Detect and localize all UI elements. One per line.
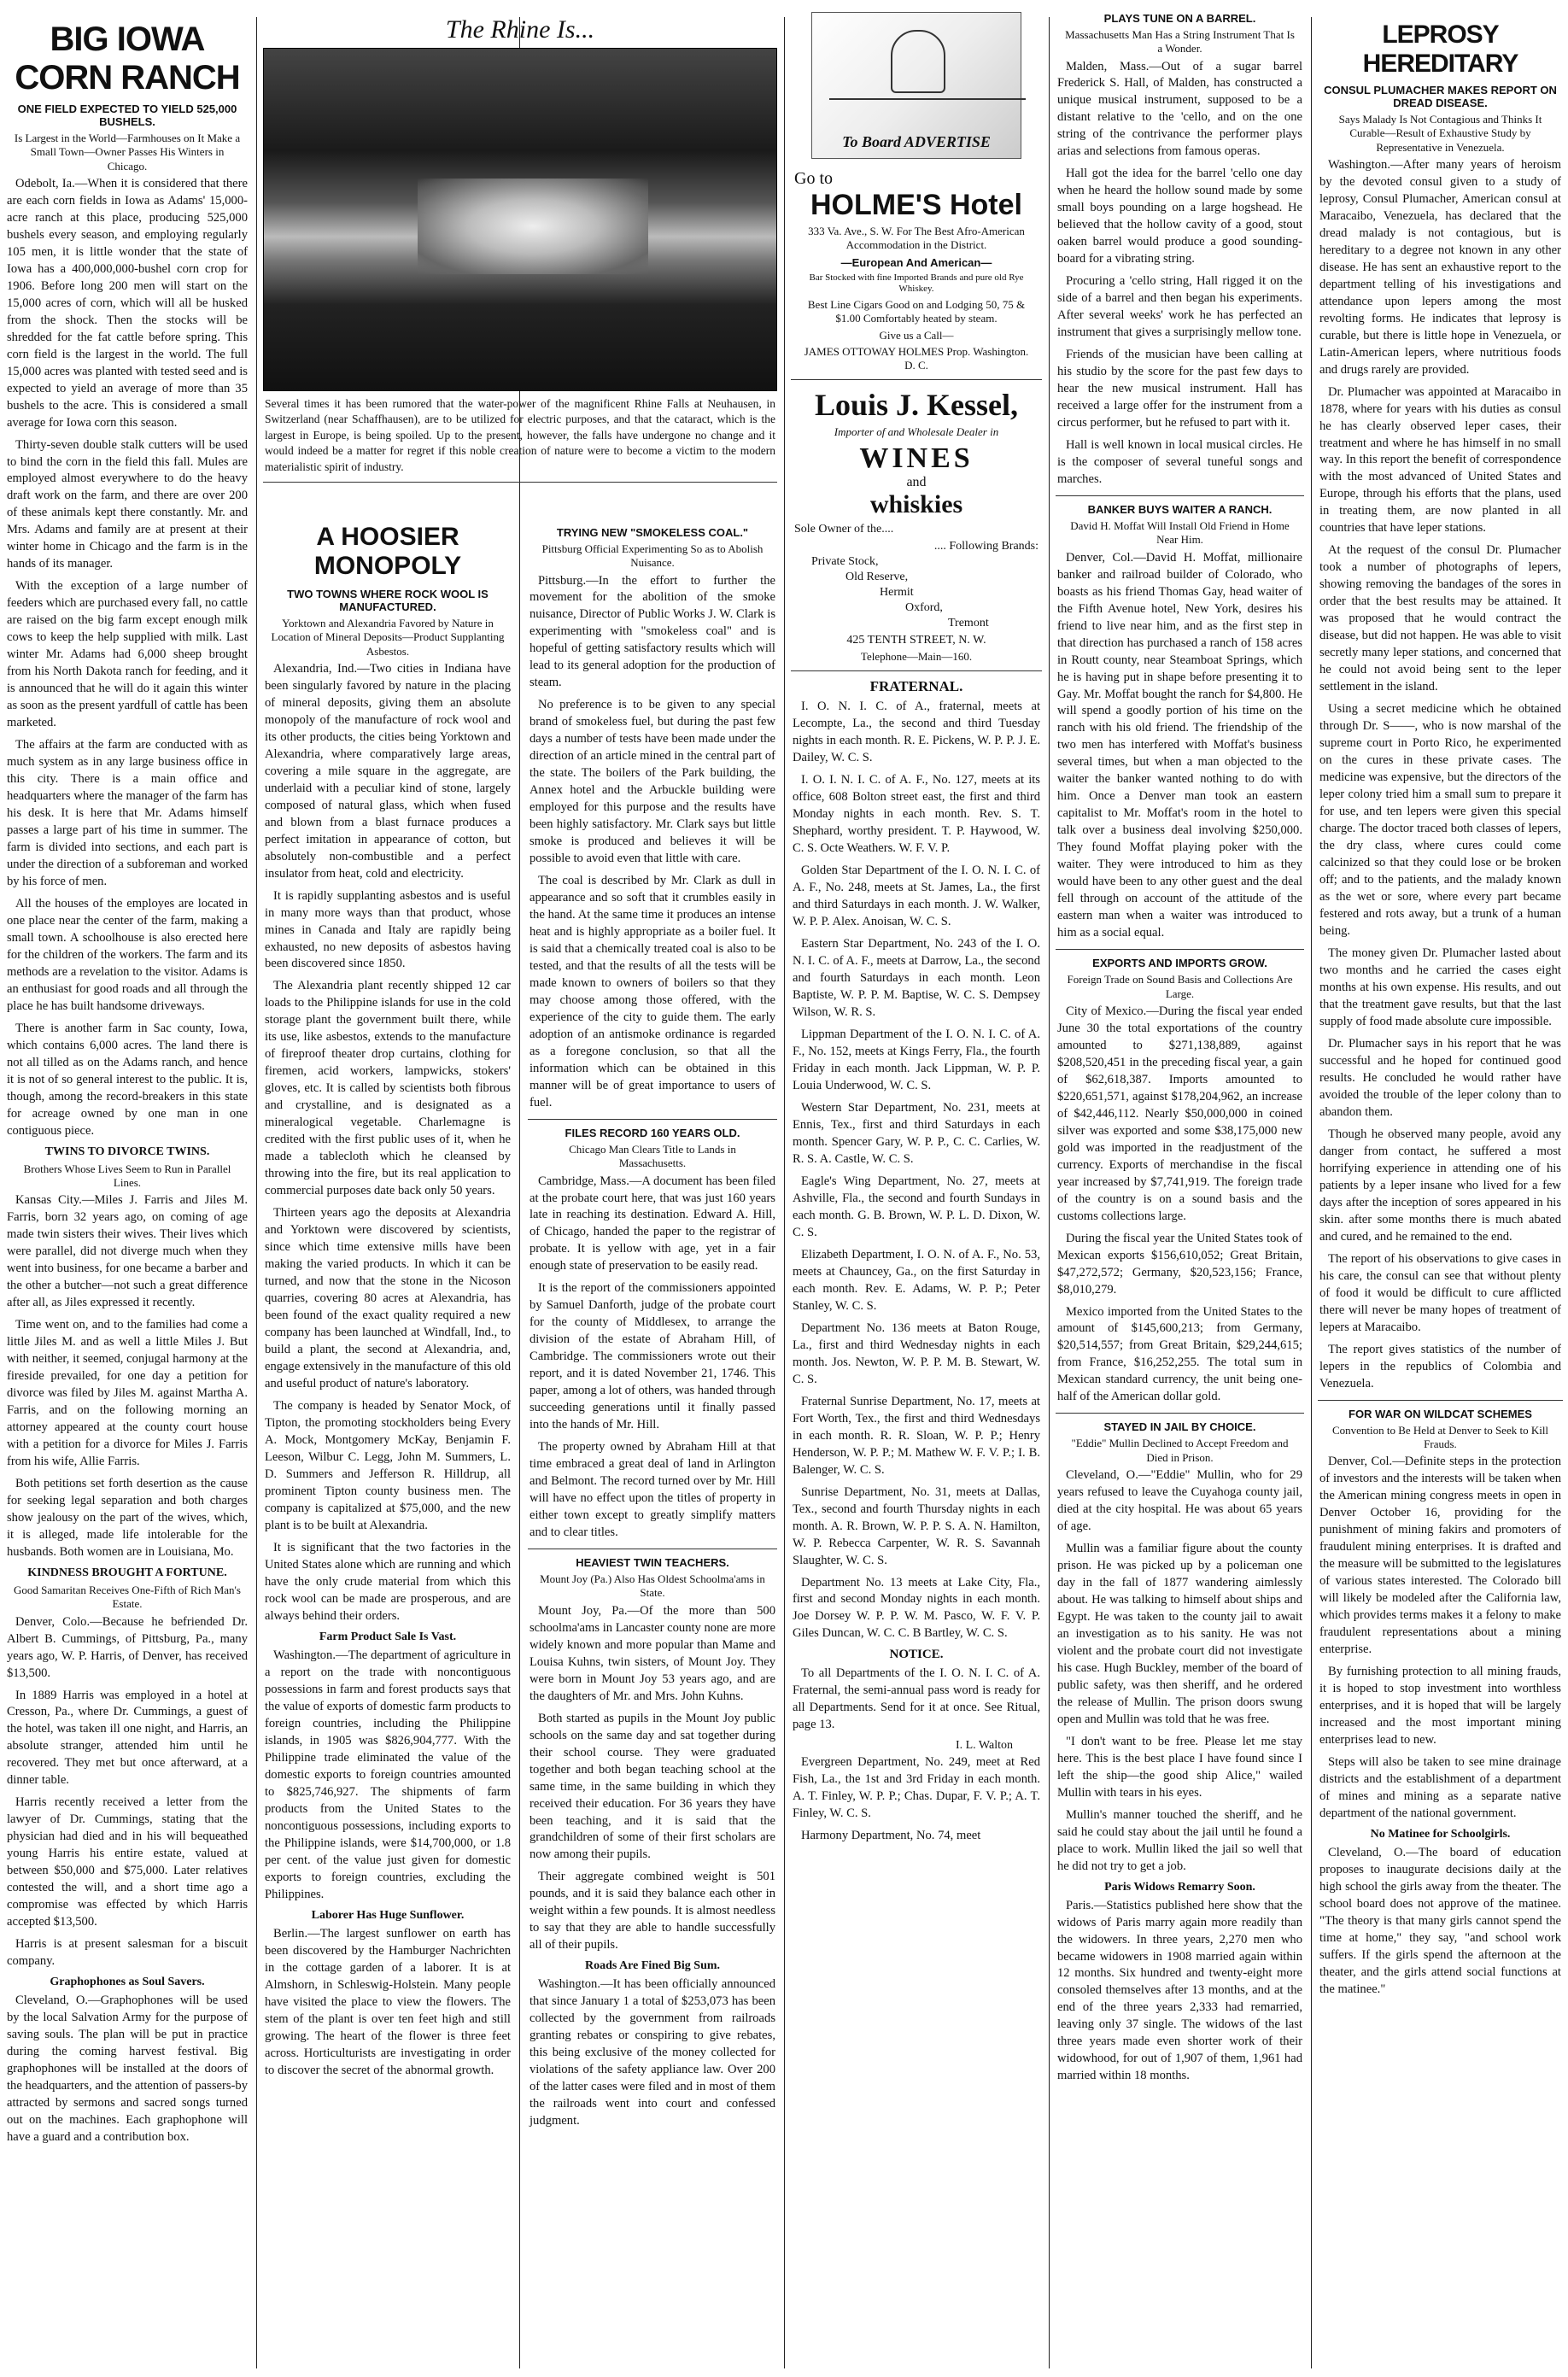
headline-barrel-tune: PLAYS TUNE ON A BARREL.	[1103, 12, 1256, 25]
hotel-bar: Bar Stocked with fine Imported Brands and pure old Rye Whiskey.	[809, 272, 1024, 295]
paragraph: Odebolt, Ia.—When it is considered that there are each corn fields in Iowa as Adams' 15,000-acre ranch at this place, producing 525,000 bushels every season, and employing regularly 105 men, it is little wonder that the state of Iowa has a 400,000,000-bushel corn crop for 1906. Before long 200 men will start on the 15,000 acres of corn, which will all be husked from the shock. Then the stocks will be shredded for the fat cattle before spring. This corn field is the largest in the world. The full 15,000 acres was planted with tested seed and is expected to yield an average of more than 35 bushels to the acre. This is considered a small average for Iowa corn this season.	[7, 176, 248, 430]
paragraph: Thirteen years ago the deposits at Alexandria and Yorktown were discovered by scientists, since which time extensive mills have been making the varied products. In which it can be turned, and now that the stone in the Nicoson quarries, covering 80 acres at Alexandria, has been found of the exact quality required a new company has been launched at Windfall, Ind., to build a plant, the second at Alexandria, and, engage extensively in the manufacture of this old and useful product of nature's laboratory.	[265, 1206, 511, 1391]
paragraph: With the exception of a large number of feeders which are purchased every fall, no cattle are raised on the big farm except enough milk cows to keep the help supplied with milk. Last winter Mr. Adams had 6,000 sheep brought from his North Dakota ranch for feeding, and it is announced that he will do it again this winter as soon as the present yardfull of cattle has been marketed.	[7, 579, 248, 730]
fraternal-notice: Sunrise Department, No. 31, meets at Dallas, Tex., second and fourth Thursday nights in each month. A. R. Brown, W. P. P. S. A. N. Hamilton, W. P. Rebecca Carpenter, W. R. S. Savannah Slaughter, W. C. S.	[793, 1484, 1040, 1567]
deck: Yorktown and Alexandria Favored by Nature in Location of Mineral Deposits—Product Supplanting Asbestos.	[271, 617, 505, 658]
kessel-wines: WINES	[859, 442, 974, 474]
hotel-ad-illustration	[811, 12, 1021, 159]
headline-files-record: FILES RECORD 160 YEARS OLD.	[565, 1127, 740, 1140]
paragraph: Alexandria, Ind.—Two cities in Indiana have been singularly favored by nature in the placing of mineral deposits, giving them an absolute monopoly of the manufacture of rock wool and its other products, the cities being Yorktown and Alexandria, where comparatively large areas, covering a mile square in the aggregate, are underlaid with a peculiar kind of stone, largely composed of natural glass, which when fused and blown from a blast furnace produces a perfect imitation in appearance of cotton, but absolutely non-combustible and a perfect insulator from heat, cold and electricity.	[265, 661, 511, 881]
paragraph: Washington.—After many years of heroism by the devoted consul given to a study of leprosy, Consul Plumacher, American consul at Maracaibo, Venezuela, has declared that the dread malady is not contagious, but is hereditary to a degree not known in any other disease. He has sent an exhaustive report to the department telling of his investigations and attendance upon lepers among the most revolting forms. He indicates that leprosy is curable, but there is little hope in Venezuela, or Latin-American lepers, where nutritious foods and drugs rarely are provided.	[1319, 157, 1561, 377]
headline-jail: STAYED IN JAIL BY CHOICE.	[1103, 1420, 1256, 1434]
divider	[528, 1119, 777, 1120]
headline-twin-teachers: HEAVIEST TWIN TEACHERS.	[576, 1556, 729, 1570]
column-5	[1050, 0, 1309, 2377]
kessel-owner: Sole Owner of the....	[794, 522, 894, 536]
headline-roads-fined: Roads Are Fined Big Sum.	[584, 1959, 721, 1973]
paragraph: Washington.—It has been officially announced that since January 1 a total of $253,073 has been collected by the government from railroads granting rebates or conspiring to give rebates, this being exclusive of the money collected for violations of the safety appliance law. Over 200 of the latter cases were filed and in most of them the railroads went into court and confessed judgment.	[529, 1977, 775, 2128]
deck: Is Largest in the World—Farmhouses on It Make a Small Town—Owner Passes His Winters in Chicago.	[14, 132, 241, 173]
paragraph: Mexico imported from the United States to the amount of $145,600,213; from Germany, $20,514,557; from Great Britain, $29,244,615; from France, $16,252,255. The total sum in Mexican standard currency, the unit being one-half of the American dollar gold.	[1057, 1304, 1302, 1404]
deck: Convention to Be Held at Denver to Seek to Kill Frauds.	[1331, 1423, 1549, 1450]
column-rule	[784, 17, 785, 2368]
ad-go-to: Go to	[794, 169, 833, 188]
kessel-whiskies: whiskies	[869, 489, 963, 518]
headline-banker: BANKER BUYS WAITER A RANCH.	[1087, 503, 1273, 517]
deck: Chicago Man Clears Title to Lands in Massachusetts.	[569, 1143, 736, 1170]
divider	[1056, 1413, 1304, 1414]
headline-no-matinee: No Matinee for Schoolgirls.	[1370, 1827, 1511, 1841]
fraternal-notice: Western Star Department, No. 231, meets at Ennis, Tex., first and third Saturdays in each month. Spencer Gary, W. P. P., C. C. Carlies, W. R. S. A. Castle, W. C. S.	[793, 1100, 1040, 1166]
paragraph: Mullin's manner touched the sheriff, and he said he could stay about the jail until he found a place to work. Mullin liked the jail so well that he did not try to get a job.	[1057, 1807, 1302, 1873]
photo-caption: Several times it has been rumored that the water-power of the magnificent Rhine Falls at Neuhausen, in Switzerland (near Schaffhausen), are to be utilized for electric purposes, and that the cataract, which is the largest in Europe, is being spoiled. Up to the present, however, the falls have undergone no change and it would indeed be a matter for regret if this noble creation of nature were to become a victim to the modern materialistic spirit of industry.	[265, 397, 775, 473]
subhead: TWO TOWNS WHERE ROCK WOOL IS MANUFACTURED.	[287, 588, 489, 613]
headline-rhine: The Rhine Is...	[445, 15, 595, 44]
paragraph: The report gives statistics of the number of lepers in the republics of Colombia and Venezuela.	[1319, 1342, 1561, 1390]
paragraph: It is significant that the two factories in the United States alone which are running and which have the only crude material from which this rock wool can be made are prosperous, and are always behind their orders.	[265, 1540, 511, 1623]
paragraph: The company is headed by Senator Mock, of Tipton, the promoting stockholders being Every A. Mock, Montgomery McKay, Benjamin F. Leeson, Wilbur C. Legg, John M. Summers, L. D. Summers and Jefferson R. Hilldrup, all prominent Tipton county business men. The company is capitalized at $75,000, and the new plant is to be built at Alexandria.	[265, 1399, 511, 1532]
brand: Private Stock,	[811, 554, 879, 568]
kessel-and: and	[906, 474, 927, 489]
paragraph: Harris is at present salesman for a biscuit company.	[7, 1937, 248, 1969]
paragraph: Washington.—The department of agriculture in a report on the trade with noncontiguous possessions in farm and forest products says that the value of exports of domestic farm products to foreign countries, including the Philippine islands, in 1905 was $826,904,777. With the Philippine trade eliminated the value of the domestic exports to foreign countries amounted to $825,746,927. The shipments of farm products from the United States to the noncontiguous possessions, including exports to the Philippine islands, were $14,700,000, or 1.8 per cent. of the value just given for domestic exports to foreign countries, excluding the Philippines.	[265, 1648, 511, 1901]
kessel-brands: .... Following Brands:	[933, 539, 1039, 553]
deck: Mount Joy (Pa.) Also Has Oldest Schoolma'ams in State.	[540, 1572, 765, 1600]
brand: Old Reserve,	[845, 570, 909, 583]
divider	[1318, 1400, 1563, 1401]
divider	[791, 670, 1042, 671]
deck: Pittsburg Official Experimenting So as to Abolish Nuisance.	[541, 542, 764, 570]
paragraph: Cambridge, Mass.—A document has been filed at the probate court here, that was just 160 years late in reaching its destination. Edward A. Hill, of Chicago, handed the paper to the registrar of probate. It is yellow with age, yet in a fair enough state of preservation to be easily read.	[529, 1174, 775, 1273]
deck: David H. Moffat Will Install Old Friend in Home Near Him.	[1070, 519, 1290, 547]
paragraph: Cleveland, O.—"Eddie" Mullin, who for 29 years refused to leave the Cuyahoga county jail, died at the city hospital. He was about 65 years of age.	[1057, 1467, 1302, 1533]
fraternal-notice: Lippman Department of the I. O. N. I. C. of A. F., No. 152, meets at Kings Ferry, Fla., the fourth Friday in each month. Jack Lippman, W. P. P. Louia Underwood, W. C. S.	[793, 1027, 1040, 1092]
headline-smokeless-coal: TRYING NEW "SMOKELESS COAL."	[556, 526, 749, 539]
headline-kindness: KINDNESS BROUGHT A FORTUNE.	[27, 1566, 227, 1580]
kessel-name: Louis J. Kessel,	[814, 388, 1019, 423]
hotel-cigars: Best Line Cigars Good on and Lodging 50, 75 & $1.00 Comfortably heated by steam.	[807, 298, 1026, 325]
paragraph: City of Mexico.—During the fiscal year ended June 30 the total exportations of the country amounted to $271,138,889, against $208,520,451 in the preceding fiscal year, a gain of $62,618,387. Imports amounted to $220,651,571, against $178,204,962, an increase of $42,446,112. Nearly $50,000,000 in coined silver was exported and some $38,175,000 new gold was imported in the readjustment of the currency. Exports of merchandise in the fiscal year increased by $7,741,919. The foreign trade of the country is on a sound basis and the customs collections large.	[1057, 1004, 1302, 1223]
hotel-name: HOLME'S Hotel	[810, 189, 1022, 221]
paragraph: Berlin.—The largest sunflower on earth has been discovered by the Hamburger Nachrichten in the cottage garden of a laborer. It is at Almshorn, in Schleswig-Holstein. Many people have visited the place to view the flowers. The stem of the plant is over ten feet high and still growing. The heart of the flower is three feet across. Horticulturists are investigating in order to discover the secret of the abnormal growth.	[265, 1926, 511, 2077]
column-6	[1313, 0, 1568, 2377]
column-3	[523, 514, 782, 2377]
headline-paris-widows: Paris Widows Remarry Soon.	[1104, 1880, 1255, 1894]
paragraph: Thirty-seven double stalk cutters will be used to bind the corn in the field this fall. Mules are employed almost everywhere to do the heavy draft work on the farm, and there are over 200 of these animals kept there constantly. Mr. and Mrs. Adams and family are at present at their winter home in Chicago and the farm is in the hands of its manager.	[7, 437, 248, 571]
brand: Oxford,	[905, 600, 943, 614]
paragraph: At the request of the consul Dr. Plumacher took a number of photographs of lepers, showing removing the bandages of the sores in order that the best results may be attained. It was proposed that he would contract the disease, but did not happen. He was able to visit secretly many leper stations, and concerned that he could not avoid being sent to the leper settlement in the island.	[1319, 543, 1561, 694]
column-1	[0, 0, 255, 2377]
paragraph: Procuring a 'cello string, Hall rigged it on the side of a barrel and then began his experiments. After several weeks' work he has perfected an instrument that gives a surprisingly mellow tone.	[1057, 274, 1302, 340]
paragraph: Denver, Colo.—Because he befriended Dr. Albert B. Cummings, of Pittsburg, Pa., many years ago, W. P. Harris, of Denver, has received $13,500.	[7, 1614, 248, 1680]
paragraph: Both petitions set forth desertion as the cause for seeking legal separation and both charges show jealousy on the part of the wives, which, it is alleged, made life intolerable for the husbands. Both women are in Louisiana, Mo.	[7, 1477, 248, 1560]
deck: Brothers Whose Lives Seem to Run in Parallel Lines.	[23, 1162, 231, 1190]
fraternal-notice: Golden Star Department of the I. O. N. I. C. of A. F., No. 248, meets at St. James, La., the first and third Saturdays in each month. J. W. Walker, W. P. P. Alex. Anoisan, W. C. S.	[793, 864, 1040, 929]
paragraph: Using a secret medicine which he obtained through Dr. S——, who is now marshal of the supreme court in Porto Rico, he experimented on the cures in these private cases. The medicine was expensive, but the directors of the leper colony tried him a small sum to prepare it for use, and ten lepers were given this special charge. The doctor traced both classes of lepers, the dry class, where cures could come calcinized so that they could lose or be broken off; and to the patients, and the malady known as the wet or sore, where every part became festered and rots away, but a trunk of a human being.	[1319, 702, 1561, 939]
paragraph: Paris.—Statistics published here show that the widows of Paris marry again more readily than the widowers. In three years, 2,270 men who became widowers in 1908 married again within 12 months. Six hundred and twenty-eight more consoled themselves after 13 months, and at the end of the three years 2,333 had remarried, leaving only 37 single. The widows of the last three years made even shorter work of their widowhood, for out of 1,907 of them, 1,961 had married within 18 months.	[1057, 1898, 1302, 2083]
headline-wildcat: FOR WAR ON WILDCAT SCHEMES	[1349, 1407, 1532, 1420]
column-rule	[1049, 17, 1050, 2368]
hotel-proprietor: JAMES OTTOWAY HOLMES Prop. Washington. D. C.	[804, 344, 1029, 372]
headline-fraternal: FRATERNAL.	[869, 678, 963, 695]
column-rule	[256, 17, 257, 2368]
paragraph: It is the report of the commissioners appointed by Samuel Danforth, judge of the probate court for the county of Middlesex, to arrange the division of the estate of Abraham Hill, of Cambridge. The commissioners wrote out their report, and it is dated November 21, 1746. This paper, among a lot of others, was handed through succeeding generations until it finally passed into the hands of Mr. Hill.	[529, 1281, 775, 1432]
fraternal-notice: Evergreen Department, No. 249, meet at Red Fish, La., the 1st and 3rd Friday in each month. A. T. Finley, W. P. P.; Chas. Dupar, F. V. P.; A. T. Finley, W. C. S.	[793, 1755, 1040, 1821]
subhead: CONSUL PLUMACHER MAKES REPORT ON DREAD DISEASE.	[1324, 84, 1557, 109]
paragraph: The coal is described by Mr. Clark as dull in appearance and so soft that it crumbles easily in the hand. At the same time it produces an intense heat and is highly appropriate as a boiler fuel. It is said that a chemically treated coal is also to be tested, and that the results of all the tests will be made known to owners of boilers so that they may choose among those offered, with the experience of the city to guide them. The early adoption of an antismoke ordinance is regarded as a foregone conclusion, so that all the information which can be obtained in this manner will be of great importance to users of fuel.	[529, 874, 775, 1110]
headline-corn-ranch: BIG IOWA CORN RANCH	[15, 20, 240, 97]
column-2	[258, 514, 518, 2377]
deck: Says Malady Is Not Contagious and Thinks It Curable—Result of Exhaustive Study by Representative in Venezuela.	[1338, 113, 1542, 154]
column-rule	[1311, 17, 1312, 2368]
hotel-call: Give us a Call—	[879, 328, 954, 342]
paragraph: Cleveland, O.—The board of education proposes to inaugurate decisions daily at the high school the girls away from the theater. The school board does not approve of the matinee. "The theory is that many girls cannot spend the time at home," they say, "and school work suffers. If the girls spend the afternoon at the theater, and the girls attend social functions at the matinee."	[1319, 1845, 1561, 1996]
paragraph: Harris recently received a letter from the lawyer of Dr. Cummings, stating that the physician had died and in his will bequeathed young Harris his entire estate, valued at between $50,000 and $75,000. Later relatives contested the will, and a short time ago a compromise was effected by which Harris accepted $13,500.	[7, 1795, 248, 1929]
paragraph: During the fiscal year the United States took of Mexican exports $156,610,052; Great Britain, $47,272,572; Germany, $20,523,156; France, $8,010,279.	[1057, 1231, 1302, 1297]
fraternal-notice: I. O. I. N. I. C. of A. F., No. 127, meets at its office, 608 Bolton street east, the first and third Monday nights in each month. Rev. S. T. Shephard, worthy president. T. P. Haywood, W. C. S. Octe Weathers. W. F. V. P.	[793, 773, 1040, 856]
paragraph: All the houses of the employes are located in one place near the center of the farm, making a small town. A schoolhouse is also erected here for the children of the workers. The farm and its methods are a revelation to the visitor. Adams is an enthusiast for good roads and all through the place he has built handsome driveways.	[7, 897, 248, 1014]
headline-farm-product: Farm Product Sale Is Vast.	[319, 1630, 457, 1643]
headline-exports: EXPORTS AND IMPORTS GROW.	[1092, 957, 1267, 970]
fraternal-notice: Harmony Department, No. 74, meet	[801, 1829, 981, 1843]
paragraph: Dr. Plumacher was appointed at Maracaibo in 1878, where for years with his duties as consul he has clearly observed leper cases, their treatment and where he has himself in no small way. In this report the benefit of correspondence with the most advanced of United States and Europe, through his efforts that the plans, used in treating them, are now planted in all countries that have leper stations.	[1319, 384, 1561, 536]
paragraph: Kansas City.—Miles J. Farris and Jiles M. Farris, born 32 years ago, on coming of age made twin sisters their wives. Their lives which were parallel, did not diverge much when they went into business, for one became a barber and the other a butcher—not such a great difference after all, as Jiles expressed it recently.	[7, 1193, 248, 1310]
paragraph: It is rapidly supplanting asbestos and is useful in many more ways than that product, whose mines in Canada and Italy are rapidly being exhausted, no new deposits of asbestos having been discovered since 1850.	[265, 888, 511, 971]
subhead: ONE FIELD EXPECTED TO YIELD 525,000 BUSHELS.	[17, 102, 237, 128]
paragraph: No preference is to be given to any special brand of smokeless fuel, but during the past few days a number of tests have been made under the direction of an article mined in the central part of the state. The boilers of the Park building, the Annex hotel and the Arbuckle building were employed for this purpose and the results have been highly satisfactory. Mr. Clark says but little smoke is produced and believes it will be possible to avoid even that little with care.	[529, 698, 775, 866]
hotel-address: 333 Va. Ave., S. W. For The Best Afro-American Accommodation in the District.	[808, 225, 1025, 252]
divider	[1056, 495, 1304, 496]
paragraph: Pittsburg.—In the effort to further the movement for the abolition of the smoke nuisance, Director of Public Works J. W. Clark is experimenting with "smokeless coal" and is hopeful of getting satisfactory results which will lead to its general adoption for the production of steam.	[529, 573, 775, 690]
paragraph: Time went on, and to the families had come a little Jiles M. and as well a little Miles J. But with neither, it seemed, conjugal harmony at the fireside prevailed, for one day a petition for divorce was filed by Jiles M. against Martha A. Farris, and on the following morning an attorney appeared at the county court house with a petition for a divorce for Miles J. Farris from his wife, Allie Farris.	[7, 1318, 248, 1469]
headline-hoosier: A HOOSIER MONOPOLY	[313, 523, 462, 580]
headline-graphophones: Graphophones as Soul Savers.	[50, 1976, 205, 1989]
deck: Good Samaritan Receives One-Fifth of Rich Man's Estate.	[14, 1584, 241, 1611]
fraternal-notice: Eagle's Wing Department, No. 27, meets at Ashville, Fla., the second and fourth Sundays in each month. G. B. Brown, W. P. L. D. Dixon, W. C. S.	[793, 1174, 1040, 1239]
paragraph: Steps will also be taken to see mine drainage districts and the establishment of a department of mines and mining as a separate native department of the national government.	[1319, 1754, 1561, 1820]
paragraph: The money given Dr. Plumacher lasted about two months and he carried the cases eight months at his own expense. His results, and out that the treatment gave results, but that the last supply of food made absolute cure impossible.	[1319, 946, 1561, 1028]
paragraph: Dr. Plumacher says in his report that he was successful and he hoped for continued good results. He concluded he would rather have avoided the trouble of the leper colony than to abandon them.	[1319, 1036, 1561, 1119]
kessel-role: Importer of and Wholesale Dealer in	[834, 425, 999, 439]
column-4: To Board ADVERTISE Go to HOLME'S Hotel 333 Va. Ave., S. W. For The Best Afro-American Accommodation in the District. —European And American— Bar Stocked with fine Imported Brands and pure old Rye Whiskey. Best Line Cigars Good on and Lodging 50, 75 & $1.00 Comfortably heated by steam. Give us a Call— JAMES OTTOWAY HOLMES Prop. Washington. D. C. Louis J. Kessel, Importer of and Wholesale Dealer in WINES and whiskies Sole Owner of the.... .... Following Brands: Private Stock, Old Reserve, Hermit Oxford, Tremont 425 TENTH STREET, N. W. Telephone—Main—160. FRATERNAL. I. O. N. I. C. of A., fraternal, meets at Lecompte, La., the second and third Tuesday nights in each month. R. E. Pickens, W. P. P. J. E. Dailey, W. C. S. I. O. I. N. I. C. of A. F., No. 127, meets at its office, 608 Bolton street east, the first and third Monday nights in each month. Rev. S. T. Shephard, worthy president. T. P. Haywood, W. C. S. Octe Weathers. W. F. V. P. Golden Star Department of the I. O. N. I. C. of A. F., No. 248, meets at St. James, La., the first and third Saturdays in each month. J. W. Walker, W. P. P. Alex. Anoisan, W. C. S. Eastern Star Department, No. 243 of the I. O. N. I. C. of A. F., meets at Darrow, La., the second and fourth Saturdays in each month. Leon Baptiste, W. P. P. M. Baptise, W. C. S. Dempsey Wilson, W. R. S. Lippman Department of the I. O. N. I. C. of A. F., No. 152, meets at Kings Ferry, Fla., the fourth Friday in each month. Jack Lippman, W. P. P. Louia Underwood, W. C. S. Western Star Department, No. 231, meets at Ennis, Tex., first and third Saturdays in each month. Spencer Gary, W. P. P., C. C. Carlies, W. R. S. A. Castle, W. C. S. Eagle's Wing Department, No. 27, meets at Ashville, Fla., the second and fourth Sundays in each month. G. B. Brown, W. P. L. D. Dixon, W. C. S. Elizabeth Department, I. O. N. of A. F., No. 53, meets at Chauncey, Ga., on the first Saturday in each month. Rev. E. Adams, W. P. P.; Peter Stanley, W. C. S. Department No. 136 meets at Baton Rouge, La., first and third Wednesday nights in each month. Jos. Newton, W. P. P. M. B. Stewart, W. C. S. Fraternal Sunrise Department, No. 17, meets at Fort Worth, Tex., the first and third Wednesdays in each month. R. R. Sloan, W. P. P.; Henry Henderson, W. P. P.; M. Mathew W. F. V. P.; I. B. Balenger, W. C. S. Sunrise Department, No. 31, meets at Dallas, Tex., second and fourth Thursday nights in each month. A. R. Brown, W. P. P. S. A. N. Hamilton, W. P. Rebecca Carpenter, W. R. S. Savannah Slaughter, W. C. S. Department No. 13 meets at Lake City, Fla., first and second Monday nights in each month. Joe Dorsey W. P. P. W. M. Pasco, W. F. V. P. Giles Duncan, W. C. C. B Bartley, W. C. S. NOTICE. To all Departments of the I. O. N. I. C. of A. Fraternal, the semi-annual pass word is ready for all Departments. Send for it at once. See Ritual, page 13. I. L. Walton Evergreen Department, No. 249, meet at Red Fish, La., the 1st and 3rd Friday in each month. A. T. Finley, W. P. P.; Chas. Dupar, F. V. P.; A. T. Finley, W. C. S. Harmony Department, No. 74, meet	[786, 0, 1047, 2377]
paragraph: Hall is well known in local musical circles. He is the composer of several tuneful songs and marches.	[1057, 438, 1302, 487]
divider	[263, 482, 777, 483]
paragraph: Mullin was a familiar figure about the county prison. He was picked up by a policeman one day in the fall of 1877 wandering aimlessly about. He was talking to himself about ships and Egypt. He was taken to the county jail to await an investigation as to his sanity. He was not violent and the probate court did not investigate his case. Hugh Buckley, member of the board of public safety, was then sheriff, and he ordered the release of Mullin. The prison doors swung open and Mullin was told that he was free.	[1057, 1541, 1302, 1726]
fraternal-notice: Eastern Star Department, No. 243 of the I. O. N. I. C. of A. F., meets at Darrow, La., the second and fourth Saturdays in each month. Leon Baptiste, W. P. P. M. Baptise, W. C. S. Dempsey Wilson, W. R. S.	[793, 937, 1040, 1019]
paragraph: Mount Joy, Pa.—Of the more than 500 schoolma'ams in Lancaster county none are more widely known and more popular than Mame and Louisa Kuhns, twin sisters, of Mount Joy. They were born in Mount Joy 53 years ago, and are the daughters of Mr. and Mrs. John Kuhns.	[529, 1603, 775, 1703]
paragraph: Both started as pupils in the Mount Joy public schools on the same day and sat together during their school course. They were graduated together and both began teaching school at the same time, in the same building in which they received their education. For 36 years they have been teaching, and it is said that the grandchildren of some of their first scholars are now among their pupils.	[529, 1711, 775, 1862]
fraternal-notice: I. O. N. I. C. of A., fraternal, meets at Lecompte, La., the second and third Tuesday nights in each month. R. E. Pickens, W. P. P. J. E. Dailey, W. C. S.	[793, 700, 1040, 765]
paragraph: Hall got the idea for the barrel 'cello one day when he heard the hollow sound made by some small boys pounding on a large hogshead. He believed that the hollow cavity of a good, stout oaken barrel would produce a good sounding-board for a vibrating string.	[1057, 167, 1302, 266]
headline-leprosy: LEPROSY HEREDITARY	[1362, 20, 1518, 78]
paragraph: Denver, Col.—Definite steps in the protection of investors and the interests will be taken when the American mining congress meets in open in Denver October 16, providing for the punishment of mining fakirs and promoters of fraudulent mining enterprises. It is drafted and the measure will be submitted to the legislatures of various states interested. The Colorado bill will likely be modeled after the California law, which provides terms makes it a felony to make fraudulent representations about a mining enterprise.	[1319, 1455, 1561, 1656]
fraternal-notice: Department No. 136 meets at Baton Rouge, La., first and third Wednesday nights in each month. Jos. Newton, W. P. P. M. B. Stewart, W. C. S.	[793, 1320, 1040, 1386]
deck: Massachusetts Man Has a String Instrument That Is a Wonder.	[1065, 28, 1295, 56]
divider	[791, 379, 1042, 380]
paragraph: Malden, Mass.—Out of a sugar barrel Frederick S. Hall, of Malden, has constructed a unique musical instrument, supposed to be a distant relative to the 'cello, and on the one string of the contrivance the performer plays arias and selections from famous operas.	[1057, 59, 1302, 159]
paragraph: "I don't want to be free. Please let me stay here. This is the best place I have found since I left the ship—the good ship Alice," wailed Mullin with tears in his eyes.	[1057, 1734, 1302, 1800]
paragraph: The Alexandria plant recently shipped 12 car loads to the Philippine islands for use in the cold storage plant the government built there, while its use, like asbestos, extends to the manufacture of fireproof theater drop curtains, clothing for firemen, acid workers, lampwicks, stokers' gloves, etc. It is called by scientists both fibrous and crystalline, and is designated as a mineralogical vegetable. Charlemagne is credited with the first public uses of it, when he made a tablecloth which he cleansed by throwing into the fire, but its real application to commercial purposes date back only 50 years.	[265, 979, 511, 1198]
headline-notice: NOTICE.	[889, 1648, 944, 1662]
paragraph: Cleveland, O.—Graphophones will be used by the local Salvation Army for the purpose of saving souls. The plan will be put in practice during the coming harvest festival. Big graphophones will be installed at the doors of the headquarters, and the attention of passers-by attracted by sermons and sacred songs turned out on the machines. Each graphophone will have a guard and a contribution box.	[7, 1994, 248, 2145]
fraternal-notice: Elizabeth Department, I. O. N. of A. F., No. 53, meets at Chauncey, Ga., on the first Saturday in each month. Rev. E. Adams, W. P. P.; Peter Stanley, W. C. S.	[793, 1247, 1040, 1313]
headline-sunflower: Laborer Has Huge Sunflower.	[311, 1908, 465, 1922]
fraternal-notice: Department No. 13 meets at Lake City, Fla., first and second Monday nights in each month. Joe Dorsey W. P. P. W. M. Pasco, W. F. V. P. Giles Duncan, W. C. C. B Bartley, W. C. S.	[793, 1575, 1040, 1641]
paragraph: There is another farm in Sac county, Iowa, which contains 6,000 acres. The land there is not all tilled as on the Adams ranch, and hence it is not of so general interest to the public. It is, though, among the record-breakers in this state for acreage owned by one man in one contiguous piece.	[7, 1022, 248, 1138]
paragraph: The property owned by Abraham Hill at that time embraced a great deal of land in Arlington and Belmont. The record turned over by Mr. Hill will have no effect upon the titles of property in either town except to greatly simplify matters and to clear titles.	[529, 1440, 775, 1540]
paragraph: By furnishing protection to all mining frauds, it is hoped to stop investment into worthless enterprises, and it is hoped that will be largely increased and the most important mining enterprises lead to new.	[1319, 1664, 1561, 1747]
hotel-plan: —European And American—	[840, 255, 992, 269]
paragraph: Though he observed many people, avoid any danger from contact, he suffered a most horrifying experience in attending one of his patients by a leper insane who lived for a few days after the inception of sores appeared in his skin. after some months there is much abated and cured, and he remained to the end.	[1319, 1127, 1561, 1244]
paragraph: In 1889 Harris was employed in a hotel at Cresson, Pa., where Dr. Cummings, a guest of the hotel, was taken ill one night, and Harris, an absolute stranger, attended him until he recovered. They met but once afterward, at a dinner table.	[7, 1688, 248, 1788]
ad-tagline: To Board ADVERTISE	[842, 133, 991, 150]
paragraph: The affairs at the farm are conducted with as much system as in any large business office in this city. There is a main office and headquarters where the manager of the farm has his desk. It is here that Mr. Adams himself passes a large part of his time in summer. The farm is divided into sections, and each part is under the direction of a subforeman and worked by his force of men.	[7, 738, 248, 889]
kessel-telephone: Telephone—Main—160.	[860, 650, 973, 663]
divider	[1056, 949, 1304, 950]
paragraph: The report of his observations to give cases in his care, the consul can see that without plenty of food it would be difficult to cure afflicted there will never be many hopes of treatment of lepers at Maracaibo.	[1319, 1251, 1561, 1334]
brand: Hermit	[880, 585, 914, 599]
deck: Foreign Trade on Sound Basis and Collections Are Large.	[1067, 973, 1293, 1000]
paragraph: Denver, Col.—David H. Moffat, millionaire banker and railroad builder of Colorado, who boasts as his friend Thomas Gay, head waiter of the Fifth Avenue hotel, New York, desires his friend to live near him, and as the first step in that direction has purchased a ranch of 158 acres in Routt county, near Steamboat Springs, which he is having put in shape before presenting it to Gay. Mr. Moffat bought the ranch for $4,800. He will spend a goodly portion of his time on the ranch with his old friend. The friendship of the two men has interfered with Moffat's business several times, but when a man objected to the waiter the banker wanted nothing to do with him. Once a Denver man took an eastern capitalist to Mr. Moffat's room in the hotel to talk over a business deal involving $250,000. They found Moffat playing poker with the waiter. They were introduced to him as they would have been to any other guest and the deal fell through on account of the attitude of the eastern man when a waiter was introduced to him as a social equal.	[1057, 550, 1302, 940]
paragraph: Friends of the musician have been calling at his studio by the score for the past few days to hear the new musical instrument. Hall has received a large offer for the instrument from a circus performer, but he refused to part with it.	[1057, 348, 1302, 430]
fraternal-notice: Fraternal Sunrise Department, No. 17, meets at Fort Worth, Tex., the first and third Wednesdays in each month. R. R. Sloan, W. P. P.; Henry Henderson, W. P. P.; M. Mathew W. F. V. P.; I. B. Balenger, W. C. S.	[793, 1394, 1040, 1477]
notice-signature: I. L. Walton	[955, 1739, 1013, 1753]
rhine-falls-photo	[263, 48, 777, 391]
kessel-address: 425 TENTH STREET, N. W.	[846, 633, 986, 647]
headline-twins: TWINS TO DIVORCE TWINS.	[44, 1145, 210, 1158]
notice-text: To all Departments of the I. O. N. I. C. of A. Fraternal, the semi-annual pass word is ready for all Departments. Send for it at once. See Ritual, page 13.	[793, 1666, 1040, 1732]
deck: "Eddie" Mullin Declined to Accept Freedom and Died in Prison.	[1071, 1437, 1289, 1464]
paragraph: Their aggregate combined weight is 501 pounds, and it is said they balance each other in weight within a few pounds. It is almost needless to say that they are able to handle successfully all of their pupils.	[529, 1870, 775, 1953]
